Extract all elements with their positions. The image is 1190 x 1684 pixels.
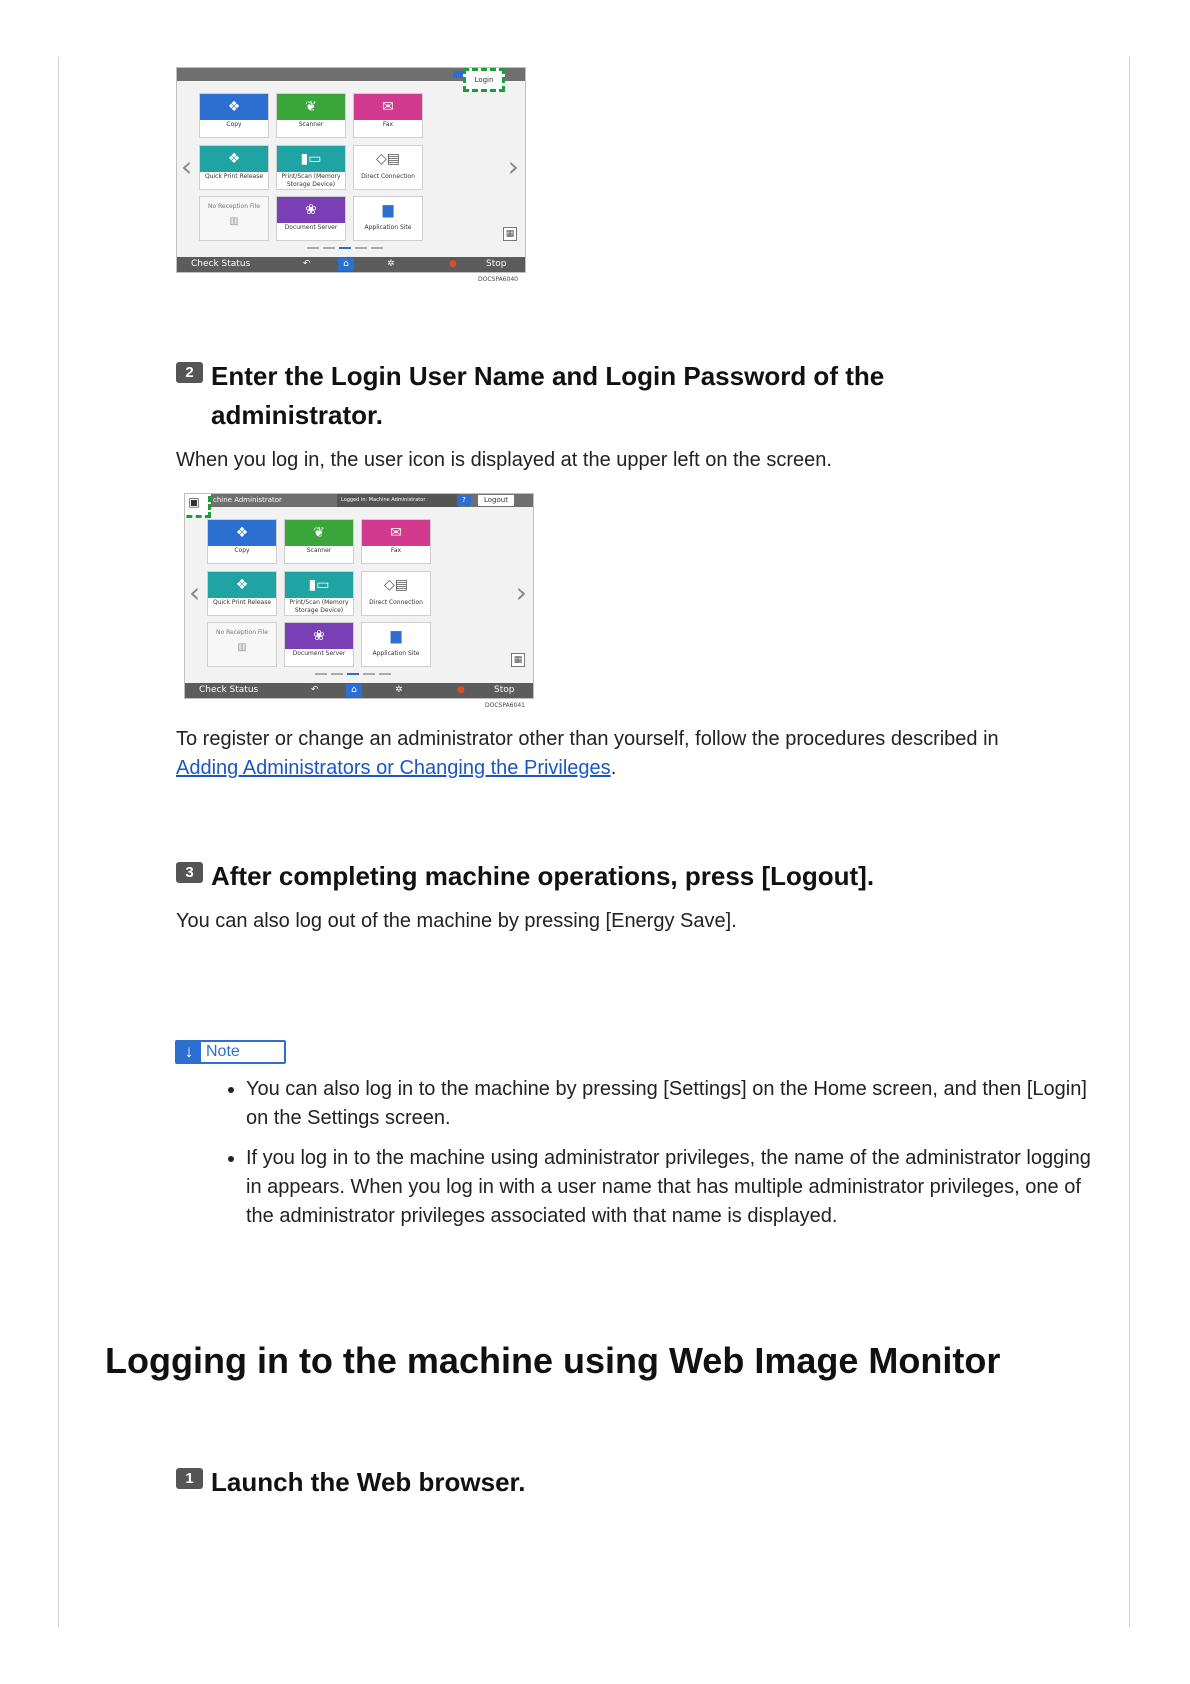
step-2 <box>176 357 971 435</box>
user-icon: ▣ <box>188 495 200 509</box>
step-1-web <box>176 1463 525 1502</box>
tile-document-server[interactable]: ❀ Document Server <box>284 622 354 667</box>
adding-administrators-link[interactable]: Adding Administrators or Changing the Privileges <box>176 757 611 779</box>
stop-icon[interactable]: ● <box>457 685 465 695</box>
figure-code: DOCSPA6041 <box>485 702 525 709</box>
system-bar <box>177 257 525 272</box>
tile-direct-connection[interactable]: ◇▤ Direct Connection <box>353 145 423 190</box>
tile-application-site[interactable]: ▆ Application Site <box>353 196 423 241</box>
step-title: Enter the Login User Name and Login Password of the administrator. <box>211 361 885 430</box>
tile-no-reception-file: No Reception File ▥ <box>199 196 269 241</box>
down-arrow-icon: ↓ <box>177 1042 201 1062</box>
back-icon[interactable]: ↶ <box>303 259 311 269</box>
settings-icon[interactable]: ✲ <box>395 685 403 695</box>
logout-button[interactable]: Logout <box>478 495 514 506</box>
tile-print-scan[interactable]: ▮▭ Print/Scan (Memory Storage Device) <box>276 145 346 190</box>
step-title: After completing machine operations, press [Logout]. <box>211 861 875 891</box>
note-label: Note <box>206 1043 240 1060</box>
note-badge <box>175 1040 286 1064</box>
step-number-badge: 1 <box>176 1468 203 1489</box>
register-paragraph <box>176 725 1076 783</box>
apps-grid-icon[interactable]: ▦ <box>511 653 525 667</box>
tile-no-reception-file: No Reception File ▥ <box>207 622 277 667</box>
tile-print-scan[interactable]: ▮▭ Print/Scan (Memory Storage Device) <box>284 571 354 616</box>
tile-copy[interactable]: ❖ Copy <box>199 93 269 138</box>
tile-quick-print-release[interactable]: ❖ Quick Print Release <box>207 571 277 616</box>
apps-grid-icon[interactable]: ▦ <box>503 227 517 241</box>
back-icon[interactable]: ↶ <box>311 685 319 695</box>
step-2-text: When you log in, the user icon is displayed at the upper left on the screen. <box>176 449 832 471</box>
step-3-text: You can also log out of the machine by pressing [Energy Save]. <box>176 910 737 932</box>
page-border-left <box>58 57 59 1627</box>
stop-label[interactable]: Stop <box>494 685 515 695</box>
prev-page-icon[interactable]: ‹ <box>189 576 201 609</box>
step-title: Launch the Web browser. <box>211 1467 526 1497</box>
check-status-label[interactable]: Check Status <box>191 259 251 269</box>
next-page-icon[interactable]: › <box>507 150 519 183</box>
prev-page-icon[interactable]: ‹ <box>181 150 193 183</box>
section-heading: Logging in to the machine using Web Image Monitor <box>105 1340 1001 1381</box>
home-icon[interactable]: ⌂ <box>338 258 354 271</box>
screen-title: chine Administrator <box>213 496 282 504</box>
tile-fax[interactable]: ✉ Fax <box>361 519 431 564</box>
figure-code: DOCSPA6040 <box>478 276 518 283</box>
step-number-badge: 3 <box>176 862 203 883</box>
note-item: • You can also log in to the machine by pressing [Settings] on the Home screen, and then [Login] on the Settings screen. <box>246 1075 1106 1133</box>
page-border-right <box>1129 57 1130 1627</box>
tile-fax[interactable]: ✉ Fax <box>353 93 423 138</box>
system-bar <box>185 683 533 698</box>
logged-in-label: Logged in: Machine Administrator <box>337 494 459 507</box>
stop-label[interactable]: Stop <box>486 259 507 269</box>
tile-direct-connection[interactable]: ◇▤ Direct Connection <box>361 571 431 616</box>
register-text: To register or change an administrator other than yourself, follow the procedures described in <box>176 728 999 750</box>
check-status-label[interactable]: Check Status <box>199 685 259 695</box>
step-3 <box>176 857 874 896</box>
tile-scanner[interactable]: ❦ Scanner <box>276 93 346 138</box>
stop-icon[interactable]: ● <box>449 259 457 269</box>
page-indicator <box>307 247 383 249</box>
user-icon-highlight <box>184 493 211 518</box>
tile-quick-print-release[interactable]: ❖ Quick Print Release <box>199 145 269 190</box>
login-button-highlight[interactable] <box>463 68 505 92</box>
tile-copy[interactable]: ❖ Copy <box>207 519 277 564</box>
home-icon[interactable]: ⌂ <box>346 684 362 697</box>
step-number-badge: 2 <box>176 362 203 383</box>
next-page-icon[interactable]: › <box>515 576 527 609</box>
note-list <box>214 1075 1106 1242</box>
settings-icon[interactable]: ✲ <box>387 259 395 269</box>
status-bar <box>185 494 533 507</box>
help-icon[interactable]: ? <box>457 495 471 506</box>
note-item: • If you log in to the machine using administrator privileges, the name of the administrator logging in appears. When you log in with a user name that has multiple administrator privileges, one of the administrator privileges associated with that name is displayed. <box>246 1144 1106 1231</box>
tile-application-site[interactable]: ▆ Application Site <box>361 622 431 667</box>
logged-in-screen-figure <box>184 493 534 699</box>
home-screen-figure <box>176 67 526 273</box>
page-indicator <box>315 673 391 675</box>
tile-scanner[interactable]: ❦ Scanner <box>284 519 354 564</box>
login-button-label: Login <box>474 76 494 84</box>
tile-document-server[interactable]: ❀ Document Server <box>276 196 346 241</box>
register-end: . <box>610 757 617 779</box>
